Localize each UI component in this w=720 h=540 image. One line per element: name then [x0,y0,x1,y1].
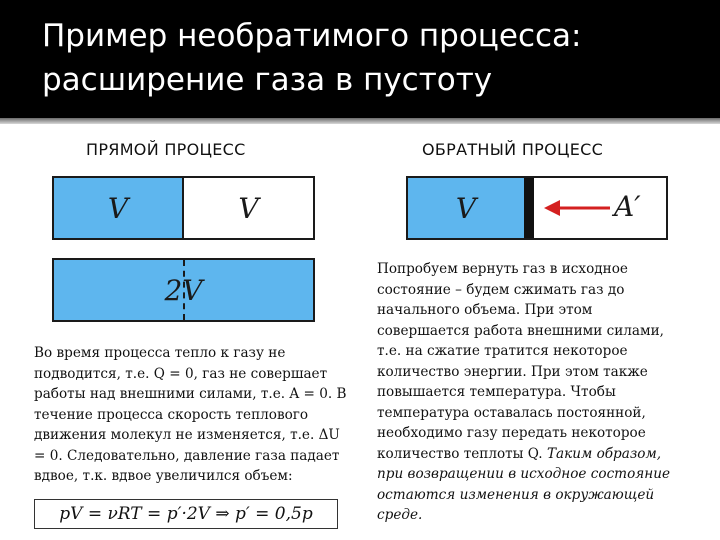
volume-label: 2V [164,273,203,307]
arrow-left-icon [542,196,612,220]
left-heading: ПРЯМОЙ ПРОЦЕСС [86,140,246,159]
title-bar [0,0,720,118]
title-line-1: Пример необратимого процесса: [42,18,582,54]
right-explanation-conclusion: Таким образом, при возвращении в исходное состояние остаются изменения в окружающей среде. [377,445,671,523]
right-heading: ОБРАТНЫЙ ПРОЦЕСС [422,140,604,159]
empty-compartment [184,178,313,238]
pressure-formula: pV = νRT = p′·2V ⇒ p′ = 0,5p [34,499,338,529]
title-line-2: расширение газа в пустоту [42,62,493,98]
volume-label: V [238,191,259,225]
work-label: A′ [614,190,641,223]
gas-compartment [408,178,534,238]
slide-title [42,14,702,102]
title-divider [0,118,720,124]
volume-label: V [107,191,129,225]
reverse-process-diagram [406,176,668,240]
right-explanation [377,259,687,526]
direct-process-initial-diagram [52,176,315,240]
gas-compartment [54,178,184,238]
work-compartment [534,178,666,238]
volume-label: V [455,191,477,225]
right-explanation-text: Попробуем вернуть газ в исходное состояние – будем сжимать газ до начального объема. При этом совершается работа внешними силами, т.е. на сжатие тратится некоторое количество энергии. При этом также повышается температура. Чтобы температура оставалась постоянной, необходимо газу передать некоторое количество теплоты Q. [377,261,664,462]
direct-process-final-diagram [52,258,315,322]
left-explanation: Во время процесса тепло к газу не подводится, т.е. Q = 0, газ не совершает работы над внешними силами, т.е. A = 0. В течение процесса скорость теплового движения молекул не изменяется, т.е. ΔU = 0. Следовательно, давление газа падает вдвое, т.к. вдвое увеличился объем: [34,345,347,484]
expanded-gas [54,260,313,320]
